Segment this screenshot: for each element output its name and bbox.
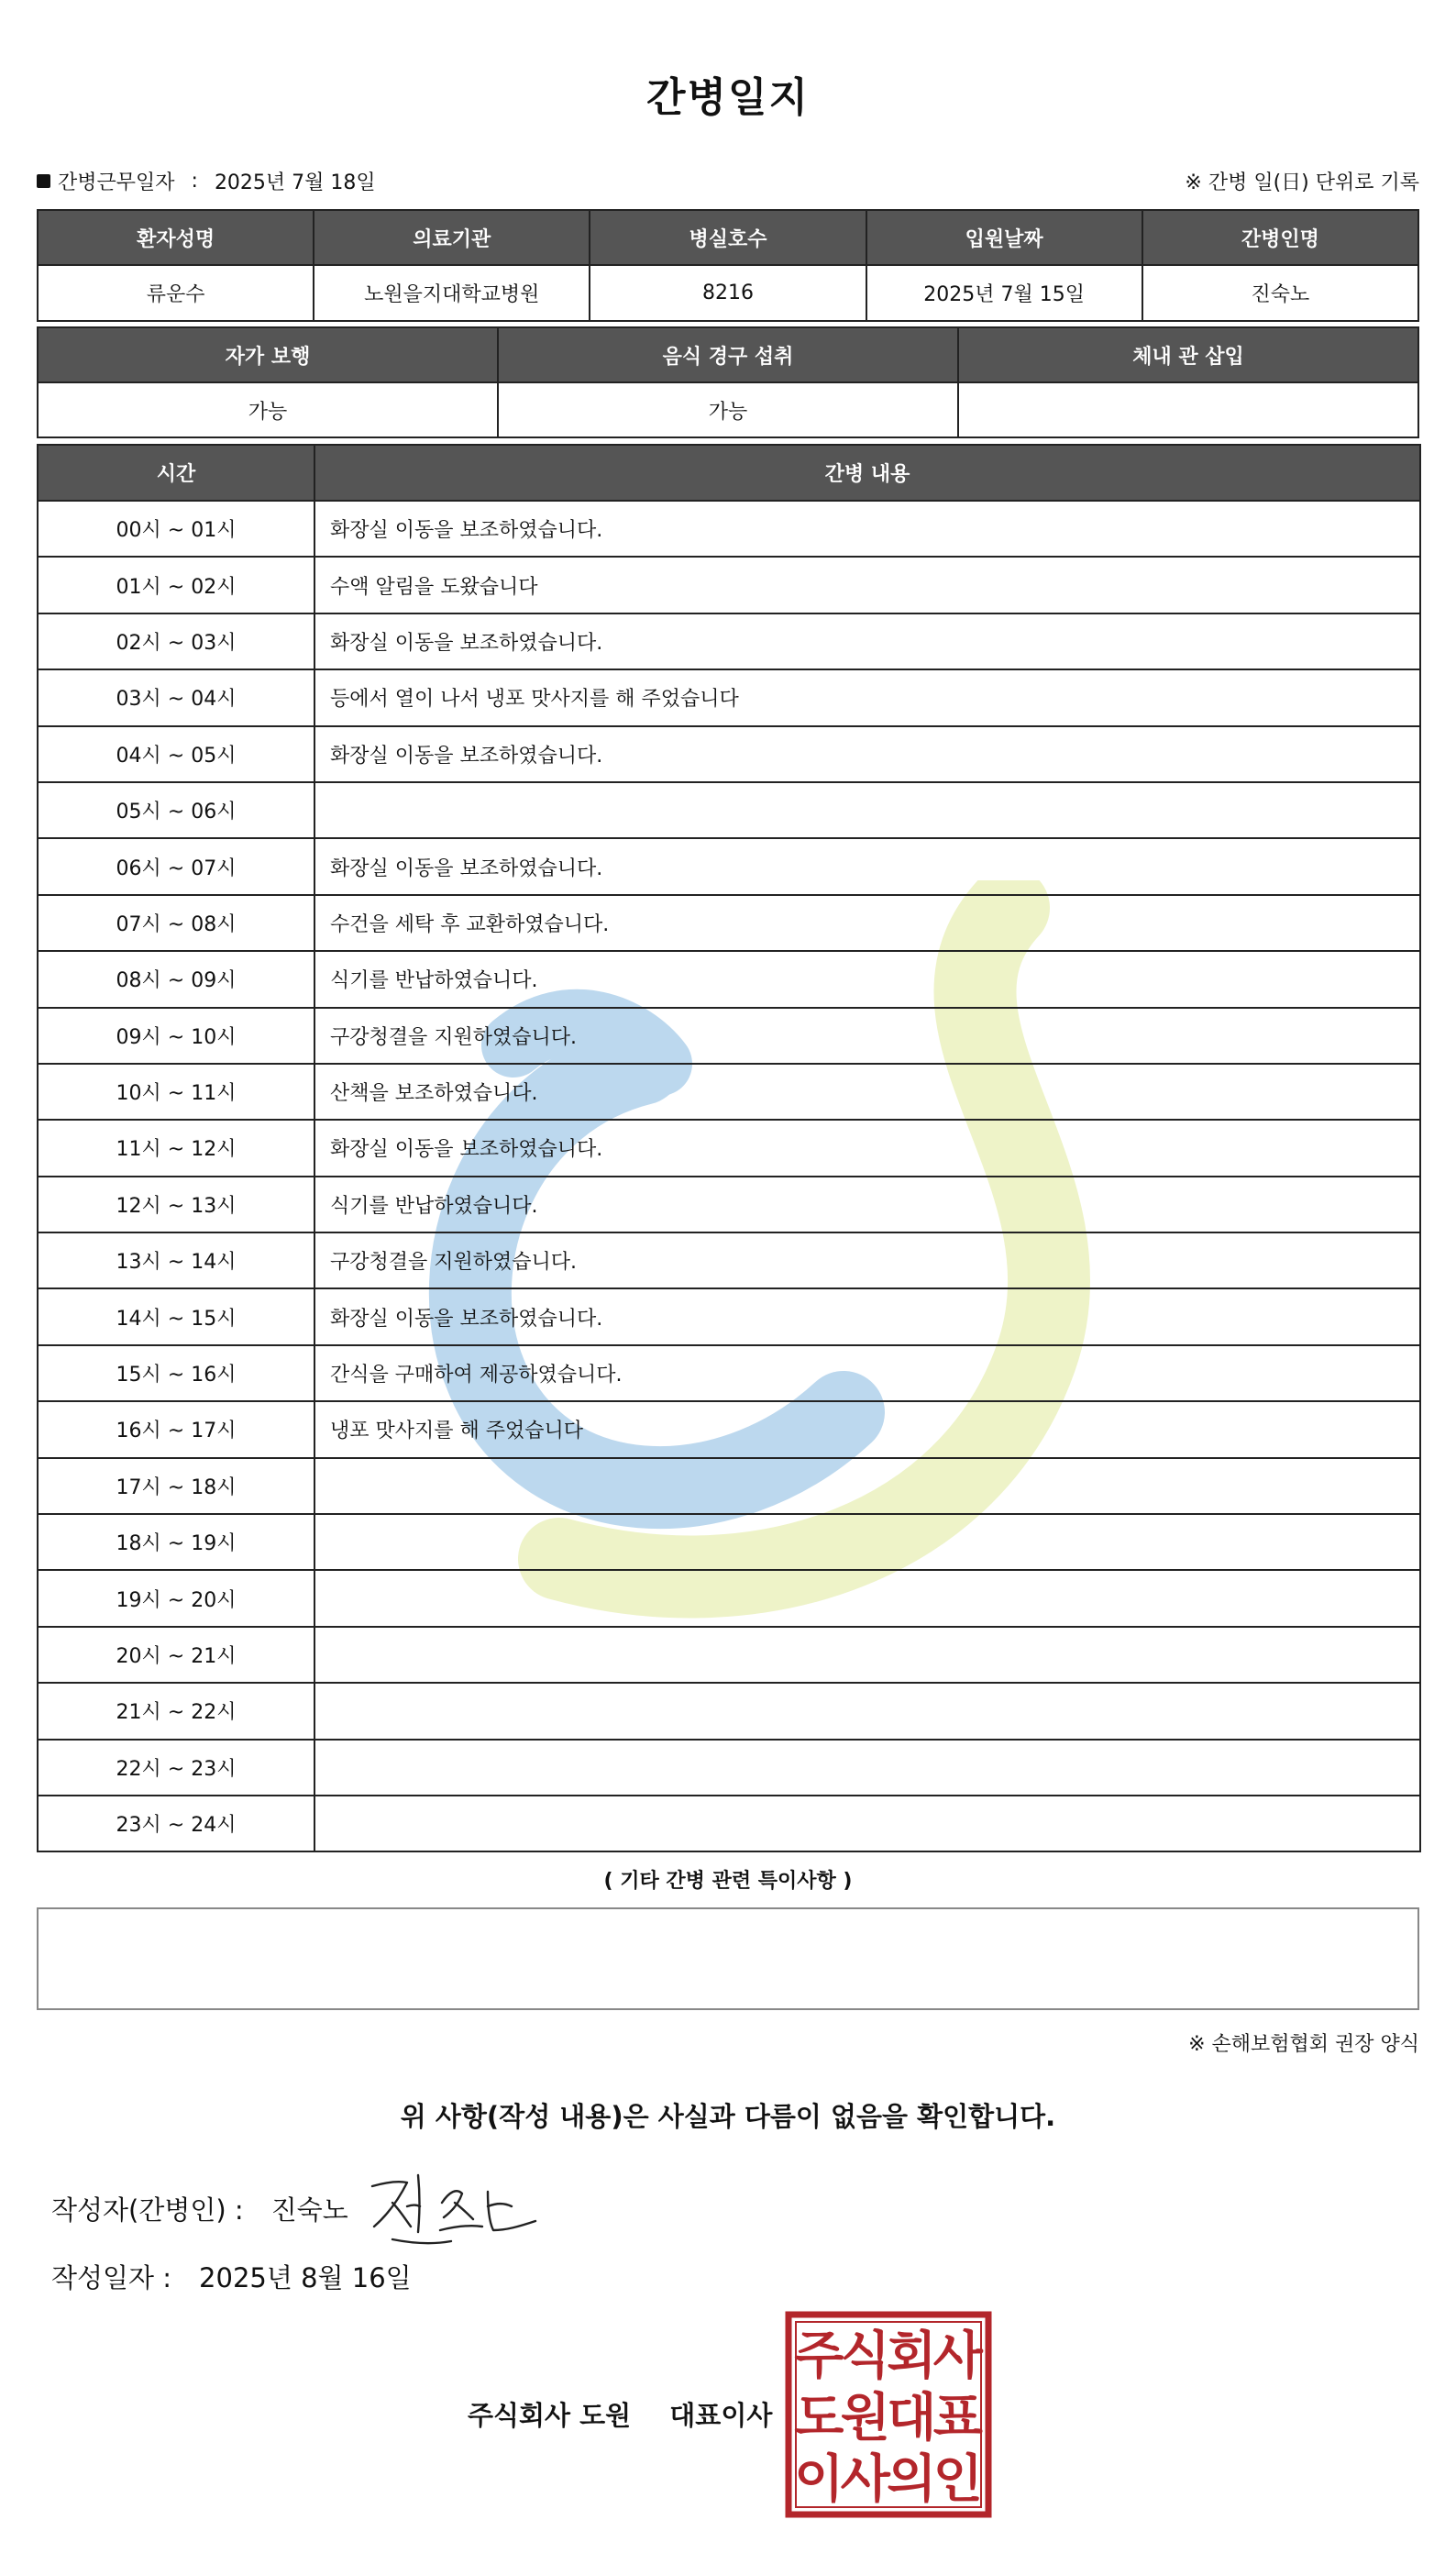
- representative-title: 대표이사: [669, 2400, 773, 2431]
- caregiver-name: 진숙노: [1142, 265, 1418, 321]
- patient-info-table: [37, 209, 1419, 322]
- work-date-row: [37, 167, 376, 195]
- patient-name: 류운수: [38, 265, 314, 321]
- log-time-cell: 19시 ~ 20시: [38, 1570, 314, 1626]
- log-time-cell: 15시 ~ 16시: [38, 1345, 314, 1401]
- log-content-cell: 산책을 보조하였습니다.: [314, 1064, 1420, 1120]
- log-row: [38, 1683, 1420, 1739]
- seal-character: 회: [887, 2326, 937, 2386]
- log-content-cell: 화장실 이동을 보조하였습니다.: [314, 613, 1420, 669]
- log-row: [38, 838, 1420, 894]
- log-content-cell: [314, 1683, 1420, 1739]
- log-row: [38, 1232, 1420, 1288]
- log-content-cell: 냉포 맛사지를 해 주었습니다: [314, 1401, 1420, 1457]
- seal-character: 식: [840, 2326, 890, 2386]
- hospital-name: 노원을지대학교병원: [314, 265, 590, 321]
- log-row: [38, 1514, 1420, 1570]
- status-value-row: [38, 382, 1418, 437]
- log-row: [38, 1401, 1420, 1457]
- special-notes-box: [37, 1907, 1419, 2010]
- header-self-walking: 자가 보행: [38, 327, 498, 382]
- seal-character: 도: [794, 2388, 844, 2448]
- log-row: [38, 726, 1420, 782]
- log-time-cell: 20시 ~ 21시: [38, 1627, 314, 1683]
- log-time-cell: 18시 ~ 19시: [38, 1514, 314, 1570]
- seal-character: 이: [794, 2449, 844, 2510]
- seal-character: 사: [932, 2326, 983, 2386]
- work-date-label: 간병근무일자: [58, 171, 175, 194]
- log-row: [38, 1570, 1420, 1626]
- log-time-cell: 21시 ~ 22시: [38, 1683, 314, 1739]
- author-label: 작성자(간병인) :: [51, 2194, 244, 2226]
- confirm-statement: 위 사항(작성 내용)은 사실과 다름이 없음을 확인합니다.: [400, 2101, 1056, 2132]
- log-content-cell: [314, 1570, 1420, 1626]
- company-seal-stamp: [785, 2311, 992, 2518]
- care-log-table: [37, 444, 1421, 1852]
- author-row: [51, 2190, 348, 2227]
- log-time-cell: 07시 ~ 08시: [38, 895, 314, 951]
- log-row: [38, 951, 1420, 1007]
- patient-status-table: [37, 326, 1419, 438]
- work-date-value: 2025년 7월 18일: [214, 171, 376, 194]
- log-row: [38, 613, 1420, 669]
- info-header-row: [38, 210, 1418, 265]
- log-row: [38, 895, 1420, 951]
- log-time-cell: 09시 ~ 10시: [38, 1008, 314, 1064]
- log-content-cell: [314, 1796, 1420, 1851]
- log-content-cell: 간식을 구매하여 제공하였습니다.: [314, 1345, 1420, 1401]
- log-row: [38, 557, 1420, 613]
- header-oral-intake: 음식 경구 섭취: [498, 327, 958, 382]
- log-row: [38, 669, 1420, 725]
- log-content-cell: [314, 782, 1420, 838]
- log-time-cell: 03시 ~ 04시: [38, 669, 314, 725]
- log-time-cell: 02시 ~ 03시: [38, 613, 314, 669]
- log-content-cell: 수액 알림을 도왔습니다: [314, 557, 1420, 613]
- log-content-cell: 수건을 세탁 후 교환하였습니다.: [314, 895, 1420, 951]
- header-hospital: 의료기관: [314, 210, 590, 265]
- log-time-cell: 12시 ~ 13시: [38, 1177, 314, 1232]
- log-time-cell: 00시 ~ 01시: [38, 501, 314, 557]
- log-time-cell: 06시 ~ 07시: [38, 838, 314, 894]
- log-content-cell: 등에서 열이 나서 냉포 맛사지를 해 주었습니다: [314, 669, 1420, 725]
- log-row: [38, 782, 1420, 838]
- written-date-label: 작성일자 :: [51, 2262, 172, 2293]
- written-date-value: 2025년 8월 16일: [199, 2262, 412, 2293]
- oral-intake-value: 가능: [498, 382, 958, 437]
- log-content-cell: [314, 1740, 1420, 1796]
- log-time-cell: 10시 ~ 11시: [38, 1064, 314, 1120]
- log-time-cell: 04시 ~ 05시: [38, 726, 314, 782]
- special-notes-label: ( 기타 간병 관련 특이사항 ): [603, 1870, 853, 1893]
- log-content-cell: 구강청결을 지원하였습니다.: [314, 1008, 1420, 1064]
- log-time-cell: 08시 ~ 09시: [38, 951, 314, 1007]
- log-time-cell: 01시 ~ 02시: [38, 557, 314, 613]
- company-name: 주식회사 도원: [468, 2400, 632, 2431]
- header-admission-date: 입원날짜: [866, 210, 1142, 265]
- handwritten-signature: [367, 2166, 541, 2249]
- log-row: [38, 501, 1420, 557]
- log-row: [38, 1796, 1420, 1851]
- seal-character: 대: [887, 2388, 937, 2448]
- header-caregiver-name: 간병인명: [1142, 210, 1418, 265]
- log-content-cell: [314, 1627, 1420, 1683]
- log-content-cell: [314, 1514, 1420, 1570]
- self-walking-value: 가능: [38, 382, 498, 437]
- log-content-cell: 화장실 이동을 보조하였습니다.: [314, 1120, 1420, 1176]
- seal-character: 원: [840, 2388, 890, 2448]
- log-content-cell: 화장실 이동을 보조하였습니다.: [314, 1288, 1420, 1344]
- room-number: 8216: [590, 265, 866, 321]
- log-time-cell: 05시 ~ 06시: [38, 782, 314, 838]
- seal-character: 주: [794, 2326, 844, 2386]
- log-row: [38, 1458, 1420, 1514]
- seal-character: 인: [932, 2449, 983, 2510]
- log-time-cell: 16시 ~ 17시: [38, 1401, 314, 1457]
- tube-insertion-value: [958, 382, 1418, 437]
- log-content-cell: 식기를 반납하였습니다.: [314, 951, 1420, 1007]
- log-time-cell: 11시 ~ 12시: [38, 1120, 314, 1176]
- log-row: [38, 1627, 1420, 1683]
- page-title: 간병일지: [645, 74, 810, 121]
- written-date-row: [51, 2258, 412, 2295]
- unit-note: ※ 간병 일(日) 단위로 기록: [1185, 171, 1419, 194]
- seal-character: 사: [840, 2449, 890, 2510]
- company-signature-line: [468, 2395, 772, 2433]
- header-tube-insertion: 체내 관 삽입: [958, 327, 1418, 382]
- info-value-row: [38, 265, 1418, 321]
- log-row: [38, 1288, 1420, 1344]
- work-date-separator: :: [191, 170, 198, 193]
- log-body: [38, 501, 1420, 1851]
- log-row: [38, 1177, 1420, 1232]
- log-row: [38, 1345, 1420, 1401]
- log-time-cell: 17시 ~ 18시: [38, 1458, 314, 1514]
- log-content-cell: 화장실 이동을 보조하였습니다.: [314, 726, 1420, 782]
- log-row: [38, 1064, 1420, 1120]
- admission-date: 2025년 7월 15일: [866, 265, 1142, 321]
- log-row: [38, 1008, 1420, 1064]
- header-patient-name: 환자성명: [38, 210, 314, 265]
- log-row: [38, 1120, 1420, 1176]
- seal-character: 표: [932, 2388, 983, 2448]
- log-content-cell: 화장실 이동을 보조하였습니다.: [314, 838, 1420, 894]
- association-note: ※ 손해보험협회 권장 양식: [1188, 2033, 1419, 2056]
- log-time-cell: 13시 ~ 14시: [38, 1232, 314, 1288]
- log-time-cell: 22시 ~ 23시: [38, 1740, 314, 1796]
- log-content-cell: 구강청결을 지원하였습니다.: [314, 1232, 1420, 1288]
- status-header-row: [38, 327, 1418, 382]
- log-row: [38, 1740, 1420, 1796]
- header-time: 시간: [38, 445, 314, 501]
- header-care-content: 간병 내용: [314, 445, 1420, 501]
- log-content-cell: [314, 1458, 1420, 1514]
- log-time-cell: 23시 ~ 24시: [38, 1796, 314, 1851]
- seal-character: 의: [887, 2449, 937, 2510]
- log-content-cell: 화장실 이동을 보조하였습니다.: [314, 501, 1420, 557]
- log-header-row: [38, 445, 1420, 501]
- log-content-cell: 식기를 반납하였습니다.: [314, 1177, 1420, 1232]
- log-time-cell: 14시 ~ 15시: [38, 1288, 314, 1344]
- header-room-number: 병실호수: [590, 210, 866, 265]
- author-name: 진숙노: [270, 2194, 348, 2226]
- bullet-square-icon: [37, 174, 50, 188]
